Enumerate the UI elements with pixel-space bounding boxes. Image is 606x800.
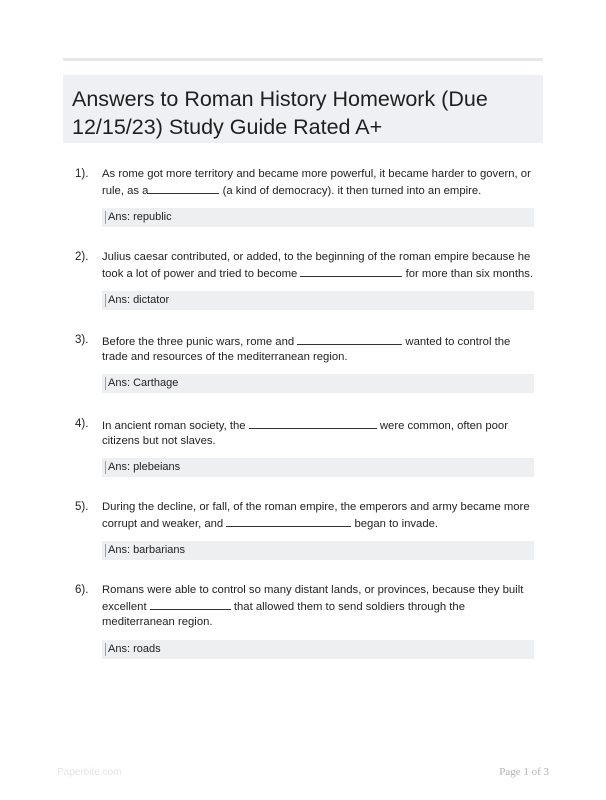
watermark-text: Paperbite.com: [57, 767, 122, 778]
answer-blank: [226, 515, 351, 527]
question-number: 3).: [75, 334, 89, 346]
question-text: As rome got more territory and became more powerful, it became harder to govern, or rule, as a (a kind of democracy). it then turned into an empire.: [102, 168, 531, 197]
page-title: Answers to Roman History Homework (Due 12/15/23) Study Guide Rated A+: [72, 87, 488, 139]
answer-blank: [300, 265, 402, 277]
answer-blank: [150, 598, 231, 610]
question-text: Julius caesar contributed, or added, to the beginning of the roman empire because he took a lot of power and tried to become for more than six months.: [102, 251, 534, 280]
page-number: Page 1 of 3: [499, 766, 549, 778]
answer-blank: [249, 417, 377, 429]
question-number: 6).: [75, 584, 89, 596]
answer-box: Ans: roads: [102, 640, 534, 659]
top-divider: [63, 58, 543, 61]
question-text: In ancient roman society, the were common, often poor citizens but not slaves.: [102, 417, 537, 449]
answer-box: Ans: plebeians: [102, 458, 534, 477]
answer-blank: [297, 333, 402, 345]
question-number: 4).: [75, 418, 89, 430]
question-number: 1).: [75, 168, 89, 180]
question-text: Before the three punic wars, rome and wanted to control the trade and resources of the mediterranean region.: [102, 333, 537, 365]
answer-box: Ans: dictator: [102, 291, 534, 310]
answer-blank: [148, 182, 219, 194]
question-text: Romans were able to control so many distant lands, or provinces, because they built excellent that allowed them to send soldiers through the mediterranean region.: [102, 584, 524, 628]
question-number: 5).: [75, 501, 89, 513]
answer-box: Ans: barbarians: [102, 541, 534, 560]
question-text: During the decline, or fall, of the roman empire, the emperors and army became more corrupt and weaker, and began to invade.: [102, 501, 530, 530]
title-banner: [63, 75, 543, 143]
answer-box: Ans: Carthage: [102, 374, 534, 393]
question-number: 2).: [75, 251, 89, 263]
answer-box: Ans: republic: [102, 208, 534, 227]
